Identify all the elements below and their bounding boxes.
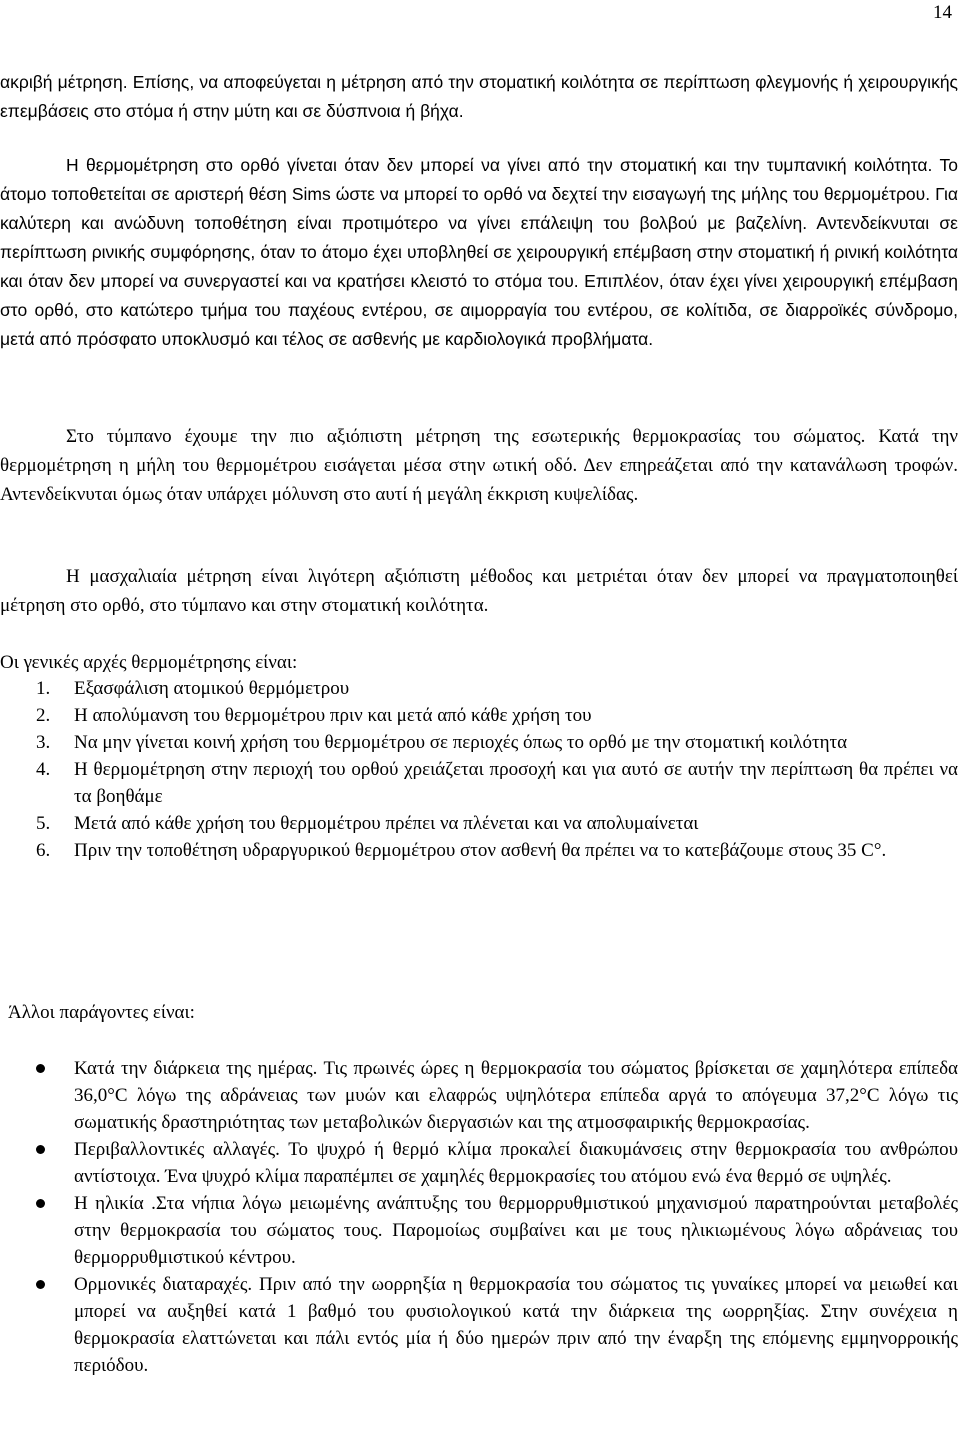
list-text: Η θερμομέτρηση στην περιοχή του ορθού χρειάζεται προσοχή και για αυτό σε αυτήν την περίπτωση θα πρέπει να τα βοηθάμε [74, 759, 958, 807]
bullet-text: Περιβαλλοντικές αλλαγές. Το ψυχρό ή θερμό κλίμα προκαλεί διακυμάνσεις στην θερμοκρασία του ανθρώπου αντίστοιχα. Ένα ψυχρό κλίμα παραπέμπει σε χαμηλές θερμοκρασίες του ατόμου ενώ ένα θερμό σε υψηλές. [74, 1139, 958, 1187]
page-number: 14 [933, 2, 952, 23]
list-item [0, 675, 958, 702]
list-number: 5. [36, 813, 51, 834]
bullet-icon [36, 1280, 45, 1289]
bullet-item [0, 1136, 958, 1190]
paragraph-axillary: Η μασχαλιαία μέτρηση είναι λιγότερη αξιόπιστη μέθοδος και μετριέται όταν δεν μπορεί να πραγματοποιηθεί μέτρηση στο ορθό, στο τύμπανο και στην στοματική κοιλότητα. [0, 566, 958, 616]
bullet-icon [36, 1064, 45, 1073]
bullet-icon [36, 1199, 45, 1208]
bullet-item [0, 1271, 958, 1379]
principles-title: Οι γενικές αρχές θερμομέτρησης είναι: [0, 652, 298, 673]
bullet-text: Η ηλικία .Στα νήπια λόγω μειωμένης ανάπτυξης του θερμορρυθμιστικού μηχανισμού παρατηρούνται μεταβολές στην θερμοκρασία του σώματος τους. Παρομοίως συμβαίνει και με τους ηλικιωμένους λόγω αδράνειας του θερμορρυθμιστικού κέντρου. [74, 1193, 958, 1268]
paragraph-rectal: Η θερμομέτρηση στο ορθό γίνεται όταν δεν μπορεί να γίνει από την στοματική και την τυμπανική κοιλότητα. Το άτομο τοποθετείται σε αριστερή θέση Sims ώστε να μπορεί το ορθό να δεχτεί την εισαγωγή της μήλης του θερμομέτρου. Για καλύτερη και ανώδυνη τοποθέτηση είναι προτιμότερο να γίνει επάλειψη του βολβού με βαζελίνη. Αντενδείκνυται σε περίπτωση ρινικής συμφόρησης, όταν το άτομο έχει υποβληθεί σε χειρουργική επέμβαση στην στοματική ή ρινική κοιλότητα και όταν δεν μπορεί να συνεργαστεί και να κρατήσει κλειστό το στόμα του. Επιπλέον, όταν έχει γίνει χειρουργική επέμβαση στο ορθό, στο κατώτερο τμήμα του παχέους εντέρου, σε αιμορραγία του εντέρου, σε κολίτιδα, σε διαρροϊκές σύνδρομο, μετά από πρόσφατο υποκλυσμό και τέλος σε ασθενής με καρδιολογικά προβλήματα. [0, 155, 958, 349]
bullet-item [0, 1055, 958, 1136]
list-number: 3. [36, 732, 51, 753]
list-item [0, 756, 958, 810]
list-text: Μετά από κάθε χρήση του θερμομέτρου πρέπει να πλένεται και να απολυμαίνεται [74, 813, 699, 834]
list-item [0, 837, 958, 864]
principles-list [0, 675, 958, 864]
bullet-icon [36, 1145, 45, 1154]
bullet-text: Κατά την διάρκεια της ημέρας. Τις πρωινές ώρες η θερμοκρασία του σώματος βρίσκεται σε χαμηλότερα επίπεδα 36,0°C λόγω της αδράνειας των μυών και ελαφρώς υψηλότερα επίπεδα αργά το απόγευμα 37,2°C λόγω τις σωματικής δραστηριότητας των μεταβολικών διεργασιών και της ατμοσφαιρικής θερμοκρασίας. [74, 1058, 958, 1133]
list-text: Να μην γίνεται κοινή χρήση του θερμομέτρου σε περιοχές όπως το ορθό με την στοματική κοιλότητα [74, 732, 848, 753]
list-item [0, 702, 958, 729]
list-number: 4. [36, 759, 51, 780]
list-text: Εξασφάλιση ατομικού θερμόμετρου [74, 678, 350, 699]
paragraph-intro: ακριβή μέτρηση. Επίσης, να αποφεύγεται η μέτρηση από την στοματική κοιλότητα σε περίπτωση φλεγμονής ή χειρουργικής επεμβάσεις στο στόμα ή στην μύτη και σε δύσπνοια ή βήχα. [0, 72, 958, 121]
list-text: Πριν την τοποθέτηση υδραργυρικού θερμομέτρου στον ασθενή θα πρέπει να το κατεβάζουμε στους 35 C°. [74, 840, 887, 861]
list-text: Η απολύμανση του θερμομέτρου πριν και μετά από κάθε χρήση του [74, 705, 592, 726]
list-number: 6. [36, 840, 51, 861]
list-item [0, 729, 958, 756]
list-number: 1. [36, 678, 51, 699]
factors-list [0, 1055, 958, 1379]
factors-title: Άλλοι παράγοντες είναι: [8, 1002, 195, 1023]
list-number: 2. [36, 705, 51, 726]
bullet-text: Ορμονικές διαταραχές. Πριν από την ωορρηξία η θερμοκρασία του σώματος τις γυναίκες μπορεί να μειωθεί και μπορεί να αυξηθεί κατά 1 βαθμό του φυσιολογικού κατά την διάρκεια της ωορρηξίας. Στην συνέχεια η θερμοκρασία ελαττώνεται και πάλι εντός μία ή δύο ημερών πριν από την έναρξη της επόμενης εμμηνορροικής περιόδου. [74, 1274, 958, 1376]
bullet-item [0, 1190, 958, 1271]
paragraph-tympanic: Στο τύμπανο έχουμε την πιο αξιόπιστη μέτρηση της εσωτερικής θερμοκρασίας του σώματος. Κατά την θερμομέτρηση η μήλη του θερμομέτρου εισάγεται μέσα στην ωτική οδό. Δεν επηρεάζεται από την κατανάλωση τροφών. Αντενδείκνυται όμως όταν υπάρχει μόλυνση στο αυτί ή μεγάλη έκκριση κυψελίδας. [0, 426, 958, 505]
list-item [0, 810, 958, 837]
